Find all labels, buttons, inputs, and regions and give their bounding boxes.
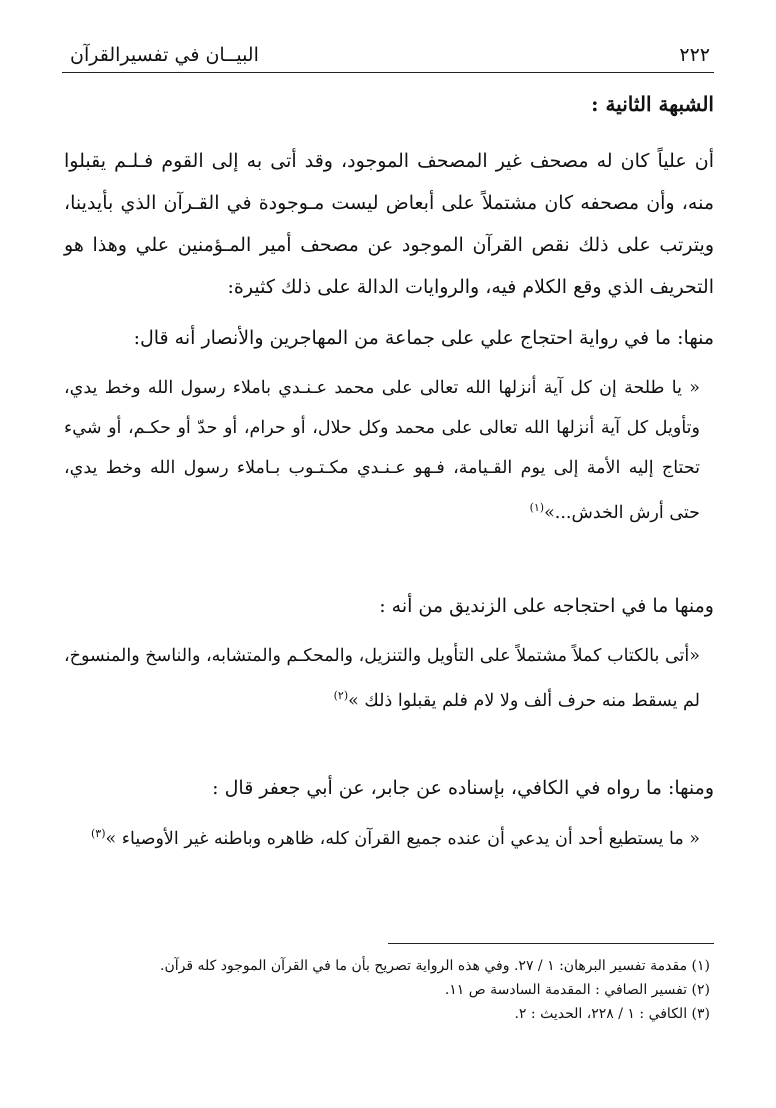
footnote-ref-3: (٣) [91,827,106,840]
quote-3 [64,814,714,859]
footnotes [64,954,710,1026]
main-paragraph: أن علياً كان له مصحف غير المصحف الموجود، وقد أتى به إلى القوم فـلـم يقبلوا منه، وأن مصحفه كان مشتملاً على أبعاض ليست مـوجودة في القـرآن الذي بأيدينا، ويترتب على ذلك نقص القرآن الموجود عن مصحف أمير المـؤمنين علي وهذا هو التحريف الذي وقع الكلام فيه، والروايات الدالة على ذلك كثيرة: [64,150,714,298]
quote-1 [64,368,714,533]
page-number: ٢٢٢ [679,44,710,66]
quote-2 [64,636,714,721]
evidence-intro-3: ومنها: ما رواه في الكافي، بإسناده عن جابر، عن أبي جعفر قال : [212,777,714,799]
footnote-separator [388,943,714,944]
footnote-1: (١) مقدمة تفسير البرهان: ١ / ٢٧. وفي هذه الرواية تصريح بأن ما في القرآن الموجود كله قرآن. [160,958,710,974]
evidence-intro-1: منها: ما في رواية احتجاج علي على جماعة من المهاجرين والأنصار أنه قال: [133,327,714,349]
running-title: البيــان في تفسيرالقرآن [70,44,259,66]
quote-1-text: « يا طلحة إن كل آية أنزلها الله تعالى على محمد عـنـدي باملاء رسول الله وخط يدي، وتأويل كل آية أنزلها الله تعالى على محمد وكل حلال، أو حرام، أو حدّ أو حكـم، أو شيء تحتاج إليه الأمة إلى يوم القـيامة، فـهو عـنـدي مكـتـوب بـاملاء رسول الله وخط يدي، حتى أرش الخدش...» [64,378,700,523]
footnote-ref-2: (٢) [333,689,349,702]
quote-3-text: « ما يستطيع أحد أن يدعي أن عنده جميع القرآن كله، ظاهره وباطنه غير الأوصياء » [105,828,700,849]
evidence-intro-2: ومنها ما في احتجاجه على الزنديق من أنه : [379,595,714,617]
quote-2-text: «أتى بالكتاب كملاً مشتملاً على التأويل والتنزيل، والمحكـم والمتشابه، والناسخ والمنسوخ، لم يسقط منه حرف ألف ولا لام فلم يقبلوا ذلك » [64,646,700,711]
footnote-2: (٢) تفسير الصافي : المقدمة السادسة ص ١١. [444,982,710,998]
page-header [62,40,714,73]
section-heading: الشبهة الثانية : [591,92,714,116]
footnote-3: (٣) الكافي : ١ / ٢٢٨، الحديث : ٢. [514,1006,710,1022]
footnote-ref-1: (١) [529,501,545,514]
